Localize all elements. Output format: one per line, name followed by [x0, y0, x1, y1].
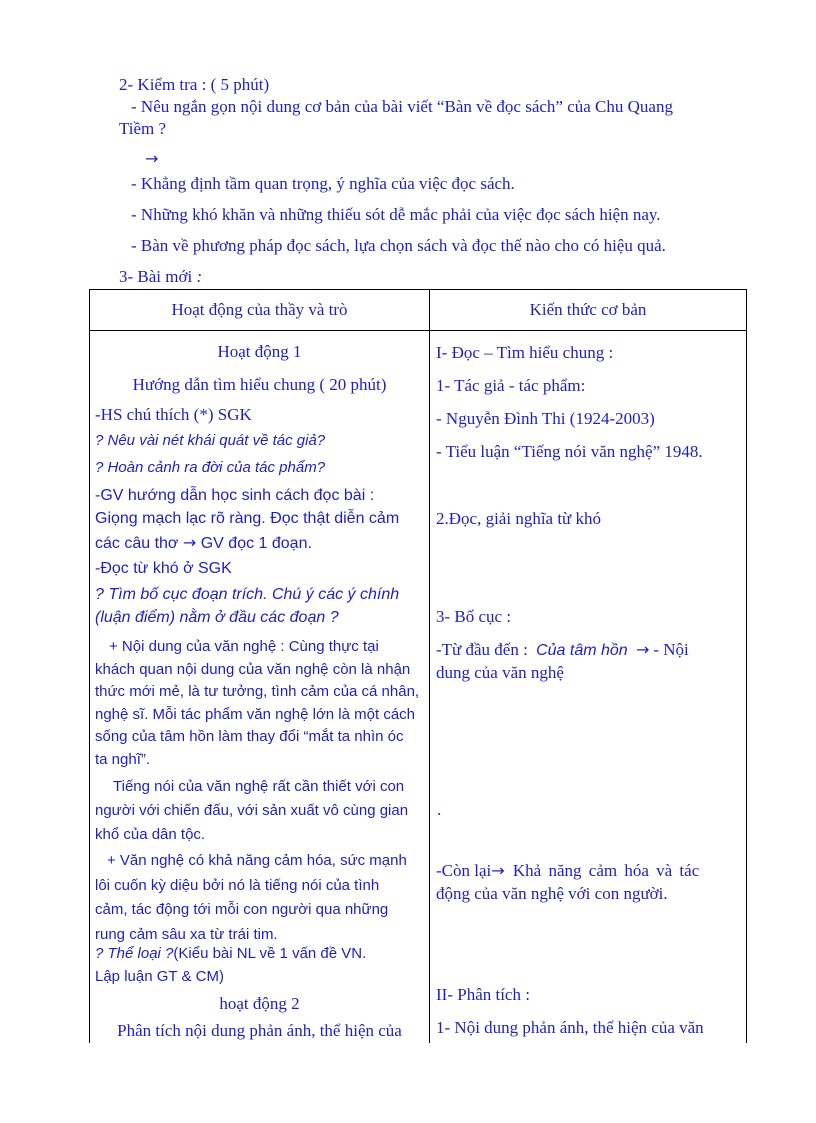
p2-line: người với chiến đấu, với sản xuất vô cùng gian	[95, 802, 409, 819]
table-column-divider	[429, 289, 430, 1043]
table-header-border	[89, 330, 747, 331]
answer-1: - Khẳng định tầm quan trọng, ý nghĩa của việc đọc sách.	[131, 174, 515, 193]
new-lesson-colon: :	[196, 267, 203, 286]
p2-line: Tiếng nói của văn nghệ rất cần thiết với con	[113, 778, 405, 795]
teacher-guide-line-3	[95, 533, 312, 553]
arrow-right-icon: →	[145, 149, 159, 168]
question-context: ? Hoàn cảnh ra đời của tác phẩm?	[95, 459, 326, 476]
arrow-right-icon: →	[491, 861, 505, 880]
structure-part-1-cont: dung của văn nghệ	[436, 663, 564, 682]
question-structure-2: (luận điểm) nằm ở đầu các đoạn ?	[95, 609, 339, 626]
genre-question	[95, 945, 366, 962]
p1-line: ta nghĩ”.	[95, 750, 151, 768]
part-1-end: Của tâm hồn	[536, 642, 628, 659]
work-info: - Tiểu luận “Tiếng nói văn nghệ” 1948.	[436, 442, 703, 461]
p3-line: lôi cuốn kỳ diệu bởi nó là tiếng nói của tình	[95, 876, 380, 894]
p1-line: sống của tâm hồn làm thay đổi “mắt ta nhìn óc	[95, 728, 404, 745]
part-1-from: -Từ đầu đến :	[436, 640, 528, 659]
author-info: - Nguyễn Đình Thi (1924-2003)	[436, 409, 655, 428]
section-1-1-heading: 1- Tác giả - tác phẩm:	[436, 376, 586, 395]
p3-line: cảm, tác động tới mỗi con người qua những	[95, 901, 389, 918]
table-top-border	[89, 289, 747, 290]
column-header-knowledge: Kiến thức cơ bản	[529, 300, 647, 319]
arrow-right-icon: →	[635, 640, 650, 659]
dot-mark: .	[437, 800, 442, 819]
check-question-cont: Tiềm ?	[119, 119, 167, 138]
answer-2: - Những khó khăn và những thiếu sót dễ mắc phải của việc đọc sách hiện nay.	[131, 205, 661, 224]
check-heading: 2- Kiểm tra : ( 5 phút)	[119, 75, 270, 94]
activity-2-title: hoạt động 2	[219, 994, 300, 1013]
activity-1-subtitle: Hướng dẫn tìm hiểu chung ( 20 phút)	[132, 375, 387, 394]
p3-line: rung cảm sâu xa từ trái tim.	[95, 925, 278, 943]
activity-2-subtitle: Phân tích nội dung phản ánh, thể hiện của	[117, 1021, 402, 1040]
section-analysis-heading: II- Phân tích :	[436, 985, 530, 1004]
p3-line: + Văn nghệ có khả năng cảm hóa, sức mạnh	[107, 852, 407, 869]
p2-line: khổ của dân tộc.	[95, 826, 206, 843]
teacher-guide-line-2: Giọng mạch lạc rõ ràng. Đọc thật diễn cảm	[95, 510, 400, 527]
column-header-activities: Hoạt động của thầy và trò	[171, 300, 348, 319]
arrow-right-icon: →	[182, 533, 197, 552]
genre-label: ? Thể loại ?	[95, 945, 174, 962]
new-lesson-label: 3- Bài mới	[119, 267, 193, 286]
part-2-rest: -Còn lại	[436, 861, 492, 880]
structure-part-2	[436, 861, 699, 881]
student-note: -HS chú thích (*) SGK	[95, 405, 252, 424]
structure-part-2-cont: động của văn nghệ với con người.	[436, 884, 668, 903]
genre-answer: (Kiểu bài NL về 1 vấn đề VN.	[173, 945, 367, 962]
new-lesson-heading	[119, 267, 202, 287]
vocab-note: -Đọc từ khó ở SGK	[95, 560, 232, 577]
question-author: ? Nêu vài nét khái quát về tác giả?	[95, 432, 326, 449]
structure-part-1	[436, 640, 689, 660]
genre-answer-cont: Lập luận GT & CM)	[95, 968, 224, 985]
table-right-border	[746, 289, 747, 1043]
content-paragraph-2	[95, 775, 408, 847]
section-1-heading: I- Đọc – Tìm hiểu chung :	[436, 343, 614, 362]
content-paragraph-1	[95, 636, 419, 771]
teacher-guide-line-1: -GV hướng dẫn học sinh cách đọc bài :	[95, 487, 375, 504]
teacher-guide-text: các câu thơ	[95, 535, 179, 552]
section-2-heading: 2.Đọc, giải nghĩa từ khó	[436, 509, 602, 528]
analysis-1-heading: 1- Nội dung phản ánh, thể hiện của văn	[436, 1018, 704, 1037]
question-structure-1: ? Tìm bố cục đoạn trích. Chú ý các ý chính	[95, 586, 400, 603]
teacher-guide-result: GV đọc 1 đoạn.	[200, 535, 312, 552]
p1-line: + Nội dung của văn nghệ : Cùng thực tại	[109, 638, 379, 655]
table-left-border	[89, 289, 90, 1043]
p1-line: nghệ sĩ. Mỗi tác phẩm văn nghệ lớn là một cách	[95, 705, 416, 723]
check-question: - Nêu ngắn gọn nội dung cơ bản của bài viết “Bàn về đọc sách” của Chu Quang	[131, 97, 673, 116]
content-paragraph-3	[95, 849, 407, 947]
activity-1-title: Hoạt động 1	[217, 342, 302, 361]
part-1-content: - Nội	[653, 640, 689, 659]
section-3-heading: 3- Bố cục :	[436, 607, 512, 626]
part-2-content: Khả năng cảm hóa và tác	[512, 861, 700, 880]
answer-3: - Bàn về phương pháp đọc sách, lựa chọn sách và đọc thế nào cho có hiệu quả.	[131, 236, 666, 255]
p1-line: thức mới mẻ, là tư tưởng, tình cảm của cá nhân,	[95, 683, 420, 700]
p1-line: khách quan nội dung của văn nghệ còn là nhận	[95, 660, 411, 678]
